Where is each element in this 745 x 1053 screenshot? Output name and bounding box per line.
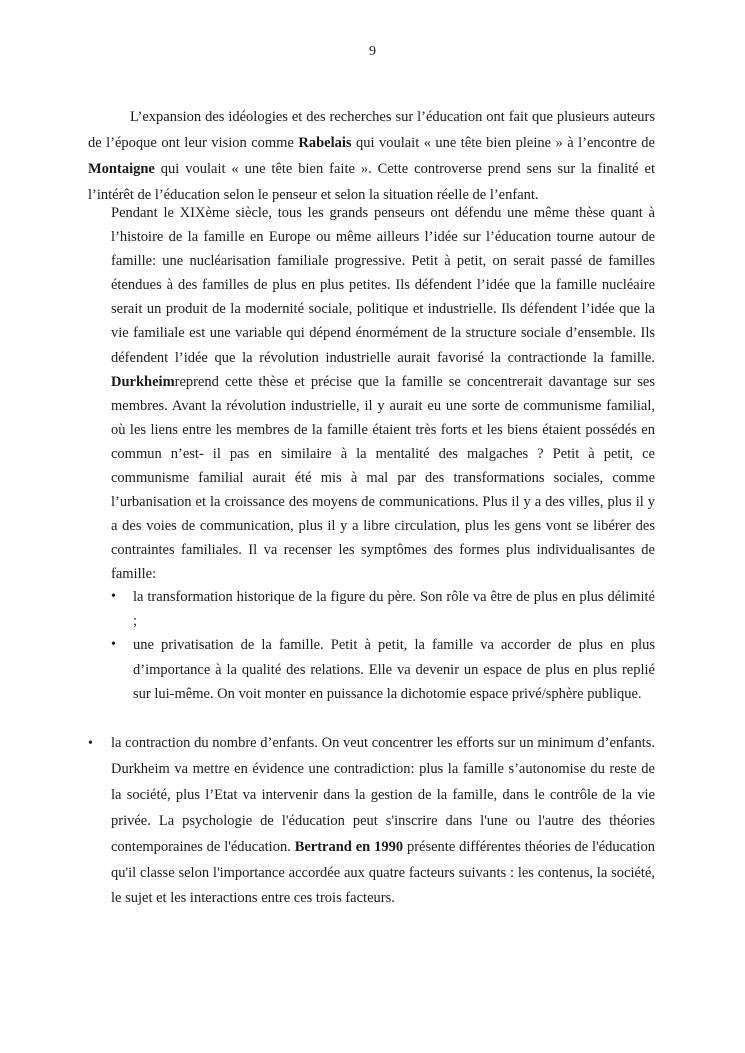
- contraction-text-2: présente différentes théories de l'éducation qu'il classe selon l'importance accordée aux quatre facteurs suivants : les contenus, la société, le sujet et les interactions entre ces trois facteurs.: [111, 838, 655, 907]
- history-text-2: reprend cette thèse et précise que la famille se concentrerait davantage sur ses membres. Avant la révolution industrielle, il y aurait eu une sorte de communisme familial, où les liens entre les membres de la famille étaient très forts et les biens étaient possédés en commun n’est- il pas en similaire à la mentalité des malgaches ? Petit à petit, ce communisme familial aurait été mis à mal par des transformations sociales, comme l’urbanisation et la croissance des moyens de communications. Plus il y a des villes, plus il y a des voies de communication, plus il y a libre circulation, plus les gens vont se libérer des contraintes familiales. Il va recenser les symptômes des formes plus individualisantes de famille:: [111, 373, 655, 583]
- author-bertrand: Bertrand en 1990: [294, 838, 404, 855]
- contraction-list: [88, 731, 655, 912]
- intro-text-2: qui voulait « une tête bien pleine » à l’encontre de: [351, 135, 655, 151]
- author-montaigne: Montaigne: [88, 161, 155, 177]
- intro-paragraph: [88, 104, 655, 208]
- list-item: [88, 731, 655, 912]
- page-number: 9: [369, 44, 376, 59]
- contraction-text-1: la contraction du nombre d’enfants. On veut concentrer les efforts sur un minimum d’enfants. Durkheim va mettre en évidence une contradiction: plus la famille s’autonomise du reste de la société, plus l’Etat va intervenir dans la gestion de la famille, dans le contrôle de la vie privée. La psychologie de l'éducation peut s'inscrire dans l'une ou l'autre des théories contemporaines de l'éducation.: [111, 735, 655, 855]
- intro-text-3: qui voulait « une tête bien faite ». Cette controverse prend sens sur la finalité et l’intérêt de l’éducation selon le penseur et selon la situation réelle de l’enfant.: [88, 161, 655, 203]
- list-item: • une privatisation de la famille. Petit à petit, la famille va accorder de plus en plus d’importance à la qualité des relations. Elle va devenir un espace de plus en plus replié sur lui-même. On voit monter en puissance la dichotomie espace privé/sphère publique.: [111, 633, 655, 706]
- author-rabelais: Rabelais: [298, 135, 352, 151]
- symptoms-list: [111, 585, 655, 706]
- intro-text-1: L’expansion des idéologies et des recherches sur l’éducation ont fait que plusieurs auteurs de l’époque ont leur vision comme: [88, 109, 655, 151]
- author-durkheim: Durkheim: [111, 373, 175, 390]
- list-item: • la transformation historique de la figure du père. Son rôle va être de plus en plus délimité ;: [111, 585, 655, 633]
- history-paragraph: [111, 201, 655, 587]
- history-text-1: Pendant le XIXème siècle, tous les grands penseurs ont défendu une même thèse quant à l’histoire de la famille en Europe ou même ailleurs l’idée sur l’éducation tourne autour de famille: une nucléarisation familiale progressive. Petit à petit, on serait passé de familles étendues à des familles de plus en plus petites. Ils défendent l’idée que la famille nucléaire serait un produit de la modernité sociale, politique et industrielle. Ils défendent l’idée que la vie familiale est une variable qui dépend énormément de la structure sociale d’ensemble. Ils défendent l’idée que la révolution industrielle aurait favorisé la contractionde la famille.: [111, 205, 655, 366]
